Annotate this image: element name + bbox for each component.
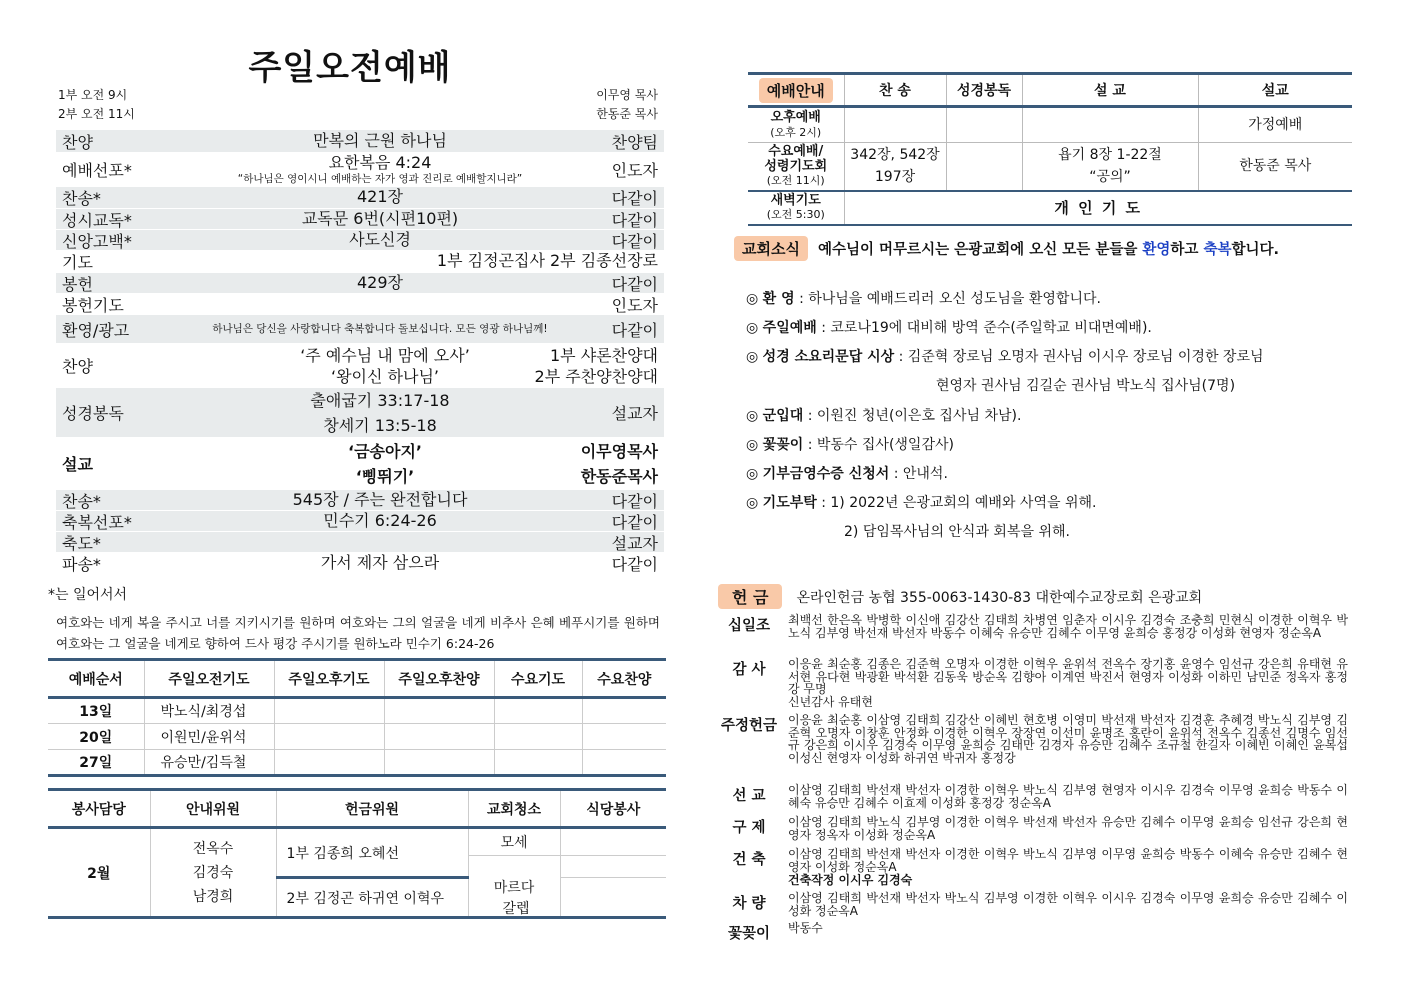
- news-item-title: 군입대: [762, 408, 804, 424]
- offering-group-label: 건 축: [732, 852, 766, 868]
- worship-time: (오전 11시): [766, 173, 825, 187]
- order-item: 예배선포*: [62, 161, 132, 180]
- offering-group-names: 이삼영 김태희 박선재 박선자 이경한 이혁우 박노식 김부영 현영자 이시우 김경숙 이무영 윤희승 박동수 이혜숙 유승만 김혜수 이효제 이성화 홍정강 정순옥A: [788, 783, 1348, 810]
- order-leader: 다같이: [611, 231, 658, 251]
- offering-group-names: 이응윤 최순홍 김종은 김준혁 오명자 이경한 이혁우 윤위석 전옥수 장기홍 윤영수 임선규 강은희 유태현 유서현 유다현 박광환 박석환 김동욱 방순옥 김향아 이계연 박진서 현영자 이성화 이하민 남민준 정옥자 홍정강 무명: [788, 657, 1348, 696]
- order-leader: 설교자: [611, 404, 658, 423]
- prayer-schedule-table: [48, 658, 666, 777]
- worship-sermon-line: “공의”: [1089, 169, 1131, 186]
- offering-team-2: 2부 김정곤 하귀연 이혁우: [276, 878, 468, 918]
- table-header: 헌금위원: [276, 790, 468, 828]
- news-item-text: : 코로나19에 대비해 방역 준수(주일학교 비대면예배).: [821, 320, 1152, 336]
- news-item-text: : 하나님을 예배드리러 오신 성도님을 환영합니다.: [799, 291, 1101, 307]
- table-header: 주일오후기도: [274, 660, 384, 698]
- table-header: [748, 74, 844, 107]
- offering-group-label: 구 제: [732, 820, 766, 836]
- order-content: 사도신경: [349, 229, 411, 249]
- preacher: 이무영목사: [580, 441, 658, 461]
- order-leader: 다같이: [611, 512, 658, 532]
- order-row: [56, 344, 664, 388]
- order-content-main: 요한복음 4:24: [328, 153, 432, 173]
- order-item: 찬양: [62, 132, 93, 152]
- table-header: 찬 송: [844, 74, 946, 107]
- table-cell: 27일: [48, 750, 144, 776]
- order-item: 찬송*: [62, 189, 101, 208]
- offering-group-names: 이삼영 김태희 박선재 박선자 박노식 김부영 이경한 이혁우 이시우 김경숙 이무영 윤희승 유승만 김혜수 이성화 정순옥A: [788, 891, 1348, 918]
- headline-welcome: 환영: [1142, 242, 1171, 258]
- order-item: 신앙고백*: [62, 231, 132, 251]
- order-row: [56, 294, 664, 315]
- worship-name: 오후예배: [770, 110, 821, 126]
- order-content-line: ‘주 예수님 내 맘에 오사’: [300, 345, 470, 365]
- offering-group: [718, 874, 1348, 887]
- order-content-sub: “하나님은 영이시니 예배하는 자가 영과 진리로 예배할지니라”: [237, 172, 523, 185]
- offering-group-label: 꽃꽂이: [727, 926, 771, 942]
- sermon-title: ‘삥뛰기’: [355, 466, 415, 486]
- cleaning-team: 모세: [468, 828, 560, 856]
- worship-preacher: 한동준 목사: [1198, 143, 1352, 191]
- month-cell: 2월: [48, 828, 150, 918]
- table-header: 봉사담당: [48, 790, 150, 828]
- news-item-text: : 1) 2022년 은광교회의 예배와 사역을 위해.: [821, 495, 1097, 511]
- table-row: [48, 698, 666, 724]
- table-cell: 유승만/김득철: [144, 750, 274, 776]
- order-item: 봉헌: [62, 274, 93, 294]
- order-content: 하나님은 당신을 사랑합니다 축복합니다 돌보십니다. 모든 영광 하나님께!: [212, 322, 548, 335]
- worship-sermon: [1022, 143, 1198, 191]
- order-leader: 다같이: [611, 274, 658, 294]
- headline-bless: 축복: [1203, 242, 1232, 258]
- guides-cell: [150, 828, 276, 918]
- order-item: 환영/광고: [62, 320, 130, 340]
- offering-group-label: 주정헌금: [720, 718, 778, 734]
- order-item: 봉헌기도: [62, 295, 124, 315]
- table-header: 설교: [1261, 83, 1289, 99]
- offering-group: [718, 784, 1348, 809]
- order-content: [186, 439, 664, 489]
- worship-name: 성령기도회: [764, 158, 828, 174]
- offering-team-1: 1부 김종희 오혜선: [276, 828, 468, 878]
- offering-header: [718, 584, 1202, 609]
- worship-name-cell: [748, 191, 844, 225]
- offering-group-label: 선 교: [732, 788, 766, 804]
- order-item: 찬송*: [62, 491, 101, 511]
- news-item: ◎ 꽃꽂이 : 박동수 집사(생일감사): [746, 437, 954, 453]
- news-item-title: 환 영: [762, 291, 795, 307]
- offering-group-names: 최백선 한은옥 박병학 이신애 김강산 김태희 차병연 임춘자 이시우 김경숙 조충희 민현식 이경한 이혁우 박노식 김부영 박선재 박선자 박동수 이혜숙 유승만 김혜수 이무영 윤희승 홍정강 이성화 현영자 정순옥A: [788, 613, 1348, 640]
- table-cell: 이원민/윤위석: [144, 724, 274, 750]
- news-headline: [818, 238, 1279, 259]
- news-item-text: : 안내석.: [893, 466, 948, 482]
- news-item-cont: 2) 담임목사님의 안식과 회복을 위해.: [844, 524, 1070, 540]
- table-header: 안내위원: [150, 790, 276, 828]
- offering-group: [718, 922, 1348, 943]
- order-item: 설교: [62, 455, 93, 474]
- order-item: 축도*: [62, 533, 101, 553]
- worship-guide-label: 예배안내: [759, 78, 833, 103]
- news-item-text: : 이원진 청년(이은호 집사님 차남).: [807, 408, 1022, 424]
- order-leader: 다같이: [611, 189, 658, 208]
- order-row: [56, 438, 664, 490]
- table-row: [48, 724, 666, 750]
- table-row: [748, 143, 1352, 191]
- page-title: 주일오전예배: [248, 48, 452, 88]
- order-content: 민수기 6:24-26: [323, 510, 437, 530]
- cleaning-team: 마르다: [468, 856, 560, 918]
- table-row: [48, 750, 666, 776]
- table-row: [748, 107, 1352, 143]
- order-content: 교독문 6번(시편10편): [301, 208, 459, 228]
- offering-group-names: 건축작정 이시우 김경숙: [788, 873, 913, 887]
- news-item: ◎ 기도부탁 : 1) 2022년 은광교회의 예배와 사역을 위해.: [746, 495, 1097, 511]
- news-item-title: 꽃꽂이: [762, 437, 804, 453]
- service-pastor-2: 한동준 목사: [596, 107, 658, 121]
- blessing-text: 여호와는 네게 복을 주시고 너를 지키시기를 원하며 여호와는 그의 얼굴을 네게 비추사 은혜 베푸시기를 원하며 여호와는 그 얼굴을 네게로 향하여 드사 평강 주시기를 원하노라 민수기 6:24-26: [56, 615, 660, 651]
- news-header: [734, 236, 1354, 261]
- table-row: [748, 191, 1352, 225]
- order-leader: 다같이: [611, 320, 658, 340]
- order-content: [186, 345, 664, 387]
- order-content-line: 창세기 13:5-18: [323, 415, 437, 435]
- service-pastors: [596, 86, 658, 124]
- headline-part: 예수님이 머무르시는 은광교회에 오신 모든 분들을: [817, 242, 1143, 258]
- order-leader: 1부 김정곤집사 2부 김종선장로: [436, 251, 658, 271]
- table-header: 예배순서: [48, 660, 144, 698]
- offering-group-names: 이응윤 최순홍 이삼영 김태희 김강산 이혜빈 현호병 이영미 박선재 박선자 김경훈 추혜경 박노식 김부영 김준혁 오명자 이창훈 안정화 이경한 이혁우 장장연 이선미 윤명조 홍란이 윤위석 전옥수 김종선 김명수 임선규 강은희 이시우 김경숙 이무영 윤희승 김태만 김경자 유승만 김혜수 조규철 한길자 이혜빈 이혜인 윤복섭 이성신 현영자 이성화 하귀연 박귀자 홍정강: [788, 713, 1348, 765]
- order-content-line: ‘왕이신 하나님’: [331, 366, 439, 386]
- news-item-cont: 현영자 권사님 김길순 권사님 박노식 집사님(7명): [936, 378, 1236, 394]
- table-header: 수요기도: [494, 660, 582, 698]
- offering-group-names: 신년감사 유태현: [788, 695, 873, 709]
- service-times: [58, 86, 135, 124]
- news-item-title: 기부금영수증 신청서: [762, 466, 890, 482]
- guide-name: 전옥수: [192, 841, 234, 857]
- offering-group-label: 차 량: [732, 896, 766, 912]
- offering-group-names: 이삼영 김태희 박노식 김부영 이경한 이혁우 박선재 박선자 유승만 김혜수 이무영 윤희승 임선규 강은희 현영자 정옥자 이성화 정순옥A: [788, 815, 1348, 842]
- order-leader: 설교자: [611, 533, 658, 553]
- offering-group: [718, 614, 1348, 639]
- order-row: [56, 209, 664, 230]
- table-header: 주일오후찬양: [384, 660, 494, 698]
- order-row: [56, 153, 664, 187]
- news-item-title: 성경 소요리문답 시상: [762, 349, 895, 365]
- offering-group-label: 십일조: [727, 618, 771, 634]
- news-item-title: 주일예배: [762, 320, 817, 336]
- order-content: 545장 / 주는 완전합니다: [292, 489, 468, 509]
- table-header: 식당봉사: [586, 801, 641, 818]
- worship-sermon-line: 욥기 8장 1-22절: [1058, 147, 1162, 164]
- order-row: [56, 388, 664, 438]
- order-row: [56, 273, 664, 294]
- order-of-worship: [56, 130, 664, 575]
- worship-hymn: [844, 143, 946, 191]
- order-item: 성경봉독: [62, 404, 124, 423]
- offering-group: [718, 714, 1348, 764]
- news-item: ◎ 군입대 : 이원진 청년(이은호 집사님 차남).: [746, 408, 1022, 424]
- volunteer-table: [48, 788, 666, 919]
- offering-group-label: [718, 874, 780, 887]
- worship-time: (오후 2시): [770, 125, 822, 139]
- news-item: ◎ 기부금영수증 신청서 : 안내석.: [746, 466, 948, 482]
- table-header: 성경봉독: [946, 74, 1022, 107]
- guide-name: 김경숙: [192, 865, 234, 881]
- order-row: [56, 230, 664, 251]
- order-item: 찬양: [62, 357, 93, 376]
- table-cell: 20일: [48, 724, 144, 750]
- order-row: [56, 532, 664, 553]
- order-item: 축복선포*: [62, 512, 132, 532]
- order-leader: 다같이: [611, 555, 658, 574]
- order-content-line: 출애굽기 33:17-18: [310, 390, 450, 410]
- service-time-1: 1부 오전 9시: [58, 88, 128, 102]
- preacher: 한동준목사: [580, 466, 658, 486]
- order-content: 429장: [357, 272, 403, 292]
- order-row: [56, 511, 664, 532]
- order-item: 기도: [62, 253, 93, 272]
- news-item: ◎ 환 영 : 하나님을 예배드리러 오신 성도님을 환영합니다.: [746, 291, 1101, 307]
- news-label: 교회소식: [734, 236, 808, 261]
- news-item-title: 기도부탁: [762, 495, 817, 511]
- offering-account: 온라인헌금 농협 355-0063-1430-83 대한예수교장로회 은광교회: [796, 589, 1203, 606]
- table-header: 교회청소: [468, 790, 560, 828]
- offering-group: [718, 696, 1348, 709]
- worship-span: 개 인 기 도: [844, 191, 1352, 225]
- worship-name: 새벽기도: [770, 192, 821, 208]
- order-content: [186, 154, 574, 184]
- order-row: [56, 490, 664, 511]
- headline-part: 하고: [1170, 242, 1204, 258]
- table-cell: 13일: [48, 698, 144, 724]
- offering-group-names: 이삼영 김태희 박선재 박선자 이경한 이혁우 박노식 김부영 이무영 윤희승 박동수 이혜숙 유승만 김혜수 현영자 이성화 정순옥A: [788, 847, 1348, 874]
- order-leader: 인도자: [611, 161, 658, 180]
- order-item: 파송*: [62, 555, 101, 574]
- order-content: 가서 제자 삼으라: [320, 553, 440, 573]
- table-header: 설 교: [1022, 74, 1198, 107]
- service-pastor-1: 이무영 목사: [596, 88, 658, 102]
- news-item: ◎ 성경 소요리문답 시상 : 김준혁 장로님 오명자 권사님 이시우 장로님 이경한 장로님: [746, 349, 1264, 365]
- order-row: [56, 251, 664, 273]
- order-leader: 다같이: [611, 491, 658, 511]
- offering-group: [718, 848, 1348, 873]
- order-row: [56, 187, 664, 209]
- guide-name: 남경희: [192, 889, 234, 905]
- table-header: 주일오전기도: [144, 660, 274, 698]
- order-leader: 다같이: [611, 210, 658, 230]
- worship-time: (오전 5:30): [766, 208, 825, 222]
- worship-name: 수요예배/: [768, 144, 824, 160]
- cleaning-team-3: 갈렙: [502, 901, 530, 917]
- order-content: 만복의 근원 하나님: [313, 130, 447, 150]
- news-item-text: : 박동수 집사(생일감사): [807, 437, 954, 453]
- order-row: [56, 553, 664, 575]
- offering-group-label: [718, 696, 780, 709]
- news-item: ◎ 주일예배 : 코로나19에 대비해 방역 준수(주일학교 비대면예배).: [746, 320, 1152, 336]
- offering-label: 헌 금: [718, 584, 782, 609]
- worship-hymn-line: 342장, 542장: [850, 147, 940, 164]
- worship-name-cell: [748, 107, 844, 143]
- worship-guide-table: [748, 72, 1352, 226]
- order-leader: 찬양팀: [611, 132, 658, 152]
- table-cell: 박노식/최경섭: [144, 698, 274, 724]
- offering-group-label: 감 사: [732, 662, 766, 678]
- order-row: [56, 130, 664, 153]
- order-leader: 1부 샤론찬양대: [549, 345, 658, 365]
- order-content: 421장: [357, 187, 403, 207]
- offering-group-names: 박동수: [788, 921, 823, 935]
- order-row: [56, 315, 664, 344]
- offering-group: [718, 892, 1348, 917]
- order-content: [186, 388, 574, 438]
- headline-part: 합니다.: [1231, 242, 1280, 258]
- order-leader: 인도자: [611, 295, 658, 315]
- sermon-title: ‘금송아지’: [348, 441, 422, 461]
- table-header: 수요찬양: [597, 671, 652, 688]
- offering-group: [718, 816, 1348, 841]
- worship-name-cell: [748, 143, 844, 191]
- news-item-text: : 김준혁 장로님 오명자 권사님 이시우 장로님 이경한 장로님: [898, 349, 1264, 365]
- standing-note: *는 일어서서: [48, 587, 128, 603]
- offering-group: [718, 658, 1348, 696]
- service-time-2: 2부 오전 11시: [58, 107, 135, 121]
- order-leader: 2부 주찬양찬양대: [534, 366, 658, 386]
- order-item: 성시교독*: [62, 210, 132, 230]
- worship-hymn-line: 197장: [874, 169, 916, 186]
- worship-preacher: 가정예배: [1198, 107, 1352, 143]
